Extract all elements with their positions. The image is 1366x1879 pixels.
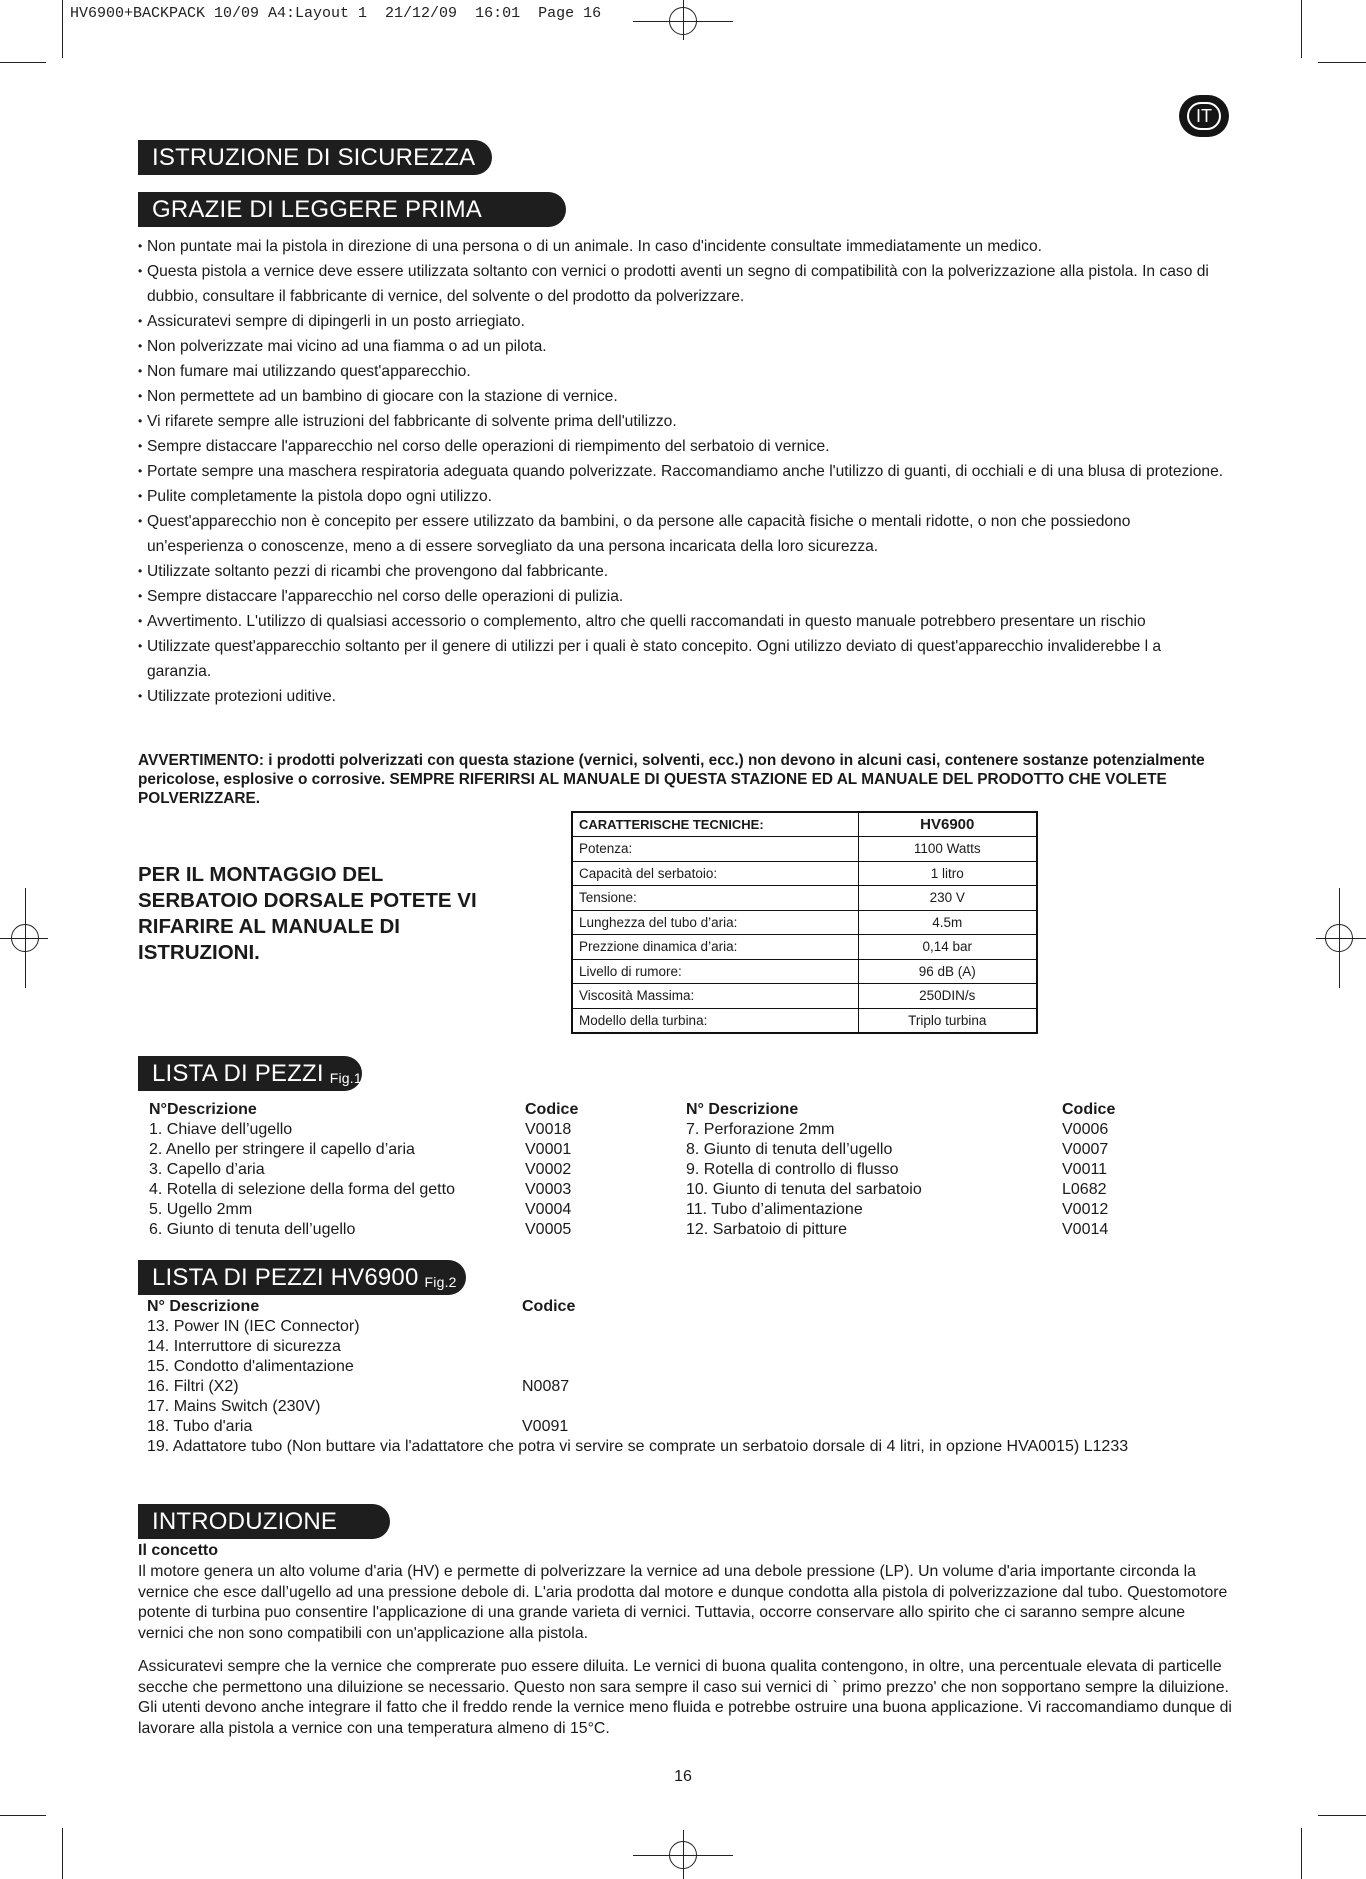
specs-header-row xyxy=(572,812,1037,837)
warning-text: AVVERTIMENTO: i prodotti polverizzati con questa stazione (vernici, solventi, ecc.) non devono in alcuni casi, contenere sostanze potenzialmente pericolose, esplosive o corrosive. SEMPRE RIFERIRSI AL MANUALE DI QUESTA STAZIONE ED AL MANUALE DEL PRODOTTO CHE VOLETE POLVERIZZARE. xyxy=(138,752,1205,807)
parts-row xyxy=(147,1317,1128,1337)
section-title-parts-fig2-text: LISTA DI PEZZI HV6900 xyxy=(152,1263,419,1291)
specs-header-model: HV6900 xyxy=(858,812,1037,837)
safety-bullet: • Non puntate mai la pistola in direzione di una persona o di un animale. In caso d'incidente consultate immediatamente un medico. xyxy=(138,234,1228,259)
safety-bullet: • Assicuratevi sempre di dipingerli in un posto arriegiato. xyxy=(138,309,1228,334)
specs-table xyxy=(571,811,1038,1034)
part-desc: 1. Chiave dell’ugello xyxy=(149,1121,293,1138)
part-desc: 12. Sarbatoio di pitture xyxy=(686,1221,847,1238)
specs-row xyxy=(572,984,1037,1009)
parts-row xyxy=(149,1120,578,1140)
specs-row xyxy=(572,910,1037,935)
part-code: V0004 xyxy=(525,1201,572,1218)
spec-label: Modello della turbina: xyxy=(572,1008,858,1033)
safety-bullet: • Avvertimento. L'utilizzo di qualsiasi accessorio o complemento, altro che quelli raccomandati in questo manuale potrebbero presentare un rischio xyxy=(138,609,1228,634)
specs-header-label: CARATTERISCHE TECNICHE: xyxy=(572,812,858,837)
specs-row xyxy=(572,837,1037,862)
part-desc: 16. Filtri (X2) xyxy=(147,1378,239,1395)
parts-row xyxy=(686,1160,1115,1180)
montage-note: PER IL MONTAGGIO DEL SERBATOIO DORSALE POTETE VI RIFARIRE AL MANUALE DI ISTRUZIONI. xyxy=(138,863,477,964)
parts-row xyxy=(149,1220,578,1240)
safety-bullet: • Non permettete ad un bambino di giocare con la stazione di vernice. xyxy=(138,384,1228,409)
parts-row xyxy=(149,1180,578,1200)
specs-row xyxy=(572,1008,1037,1033)
safety-bullet: • Sempre distaccare l'apparecchio nel corso delle operazioni di pulizia. xyxy=(138,584,1228,609)
safety-bullet-list xyxy=(138,234,1228,709)
part-desc: 8. Giunto di tenuta dell’ugello xyxy=(686,1141,893,1158)
specs-row xyxy=(572,959,1037,984)
part-code: V0001 xyxy=(525,1141,572,1158)
parts-row xyxy=(147,1377,1128,1397)
section-title-parts-fig1 xyxy=(138,1056,362,1091)
parts-row xyxy=(147,1397,1128,1417)
part-desc: 15. Condotto d'alimentazione xyxy=(147,1358,354,1375)
parts-row xyxy=(149,1160,578,1180)
parts-list-left xyxy=(149,1100,578,1240)
part-desc: 10. Giunto di tenuta del sarbatoio xyxy=(686,1181,922,1198)
parts-list-right xyxy=(686,1100,1115,1240)
specs-row xyxy=(572,935,1037,960)
parts-row xyxy=(147,1417,1128,1437)
safety-bullet: • Sempre distaccare l'apparecchio nel corso delle operazioni di riempimento del serbatoio di vernice. xyxy=(138,434,1228,459)
part-code: V0091 xyxy=(522,1418,569,1435)
spec-value: 1 litro xyxy=(858,861,1037,886)
part-code: V0003 xyxy=(525,1181,572,1198)
spec-label: Prezzione dinamica d’aria: xyxy=(572,935,858,960)
section-title-intro xyxy=(138,1504,390,1539)
section-title-intro-text: INTRODUZIONE xyxy=(152,1507,338,1535)
parts-row xyxy=(149,1200,578,1220)
parts-header-desc: N°Descrizione xyxy=(149,1101,257,1118)
spec-label: Tensione: xyxy=(572,886,858,911)
section-title-parts-fig1-text: LISTA DI PEZZI xyxy=(152,1059,324,1087)
part-code: V0005 xyxy=(525,1221,572,1238)
parts-header-code: Codice xyxy=(1062,1101,1116,1118)
parts-row xyxy=(686,1220,1115,1240)
spec-value: Triplo turbina xyxy=(858,1008,1037,1033)
spec-value: 230 V xyxy=(858,886,1037,911)
safety-bullet: • Questa pistola a vernice deve essere utilizzata soltanto con vernici o prodotti aventi un segno di compatibilità con la polverizzazione alla pistola. In caso di dubbio, consultare il fabbricante di vernice, del solvente o del prodotto da polverizzare. xyxy=(138,259,1228,309)
part-desc: 4. Rotella di selezione della forma del getto xyxy=(149,1181,455,1198)
safety-bullet: • Non polverizzate mai vicino ad una fiamma o ad un pilota. xyxy=(138,334,1228,359)
spec-label: Potenza: xyxy=(572,837,858,862)
part-code: L0682 xyxy=(1062,1181,1107,1198)
specs-row xyxy=(572,886,1037,911)
intro-paragraph-2: Assicuratevi sempre che la vernice che comprerate puo essere diluita. Le vernici di buona qualita contengono, in oltre, una percentuale elevata di particelle secche che permettono una diluizione se necessario. Questo non sara sempre il caso sui vernici di ` primo prezzo' che non sopportano sempre la diluizione. Gli utenti devono anche integrare il fatto che il freddo rende la vernice meno fluida e potrebbe ostruire una buona applicazione. Vi raccomandiamo dunque di lavorare alla pistola a vernice con una temperatura almeno di 15°C. xyxy=(138,1658,1232,1737)
spec-label: Livello di rumore: xyxy=(572,959,858,984)
spec-value: 0,14 bar xyxy=(858,935,1037,960)
spec-value: 250DIN/s xyxy=(858,984,1037,1009)
parts-header xyxy=(686,1100,1115,1120)
parts-row xyxy=(147,1337,1128,1357)
section-title-read-first-text: GRAZIE DI LEGGERE PRIMA xyxy=(152,195,482,223)
part-code: V0014 xyxy=(1062,1221,1109,1238)
parts-header-code: Codice xyxy=(525,1101,579,1118)
part-desc: 3. Capello d’aria xyxy=(149,1161,265,1178)
parts-list-fig2 xyxy=(147,1297,1128,1457)
language-badge xyxy=(1179,95,1229,137)
part-desc: 5. Ugello 2mm xyxy=(149,1201,253,1218)
part-desc: 13. Power IN (IEC Connector) xyxy=(147,1318,360,1335)
part-desc: 7. Perforazione 2mm xyxy=(686,1121,835,1138)
part-desc: 6. Giunto di tenuta dell’ugello xyxy=(149,1221,356,1238)
parts-row xyxy=(686,1120,1115,1140)
spec-value: 1100 Watts xyxy=(858,837,1037,862)
part-desc: 11. Tubo d’alimentazione xyxy=(686,1201,863,1218)
part-code: N0087 xyxy=(522,1378,570,1395)
parts-header-desc: N° Descrizione xyxy=(686,1101,799,1118)
fig1-label: Fig.1 xyxy=(329,1069,362,1086)
spec-label: Lunghezza del tubo d’aria: xyxy=(572,910,858,935)
safety-bullet: • Quest'apparecchio non è concepito per essere utilizzato da bambini, o da persone alle capacità fisiche o mentali ridotte, o non che possiedono un'esperienza o conoscenze, meno a di essere sorvegliato da una persona incaricata della loro sicurezza. xyxy=(138,509,1228,559)
safety-bullet: • Non fumare mai utilizzando quest'apparecchio. xyxy=(138,359,1228,384)
parts-header-code: Codice xyxy=(522,1298,576,1315)
fig2-label: Fig.2 xyxy=(424,1273,457,1290)
parts-header xyxy=(149,1100,578,1120)
parts-row xyxy=(147,1357,1128,1377)
part-desc: 9. Rotella di controllo di flusso xyxy=(686,1161,899,1178)
parts-row xyxy=(686,1180,1115,1200)
spec-value: 4.5m xyxy=(858,910,1037,935)
part-desc: 18. Tubo d'aria xyxy=(147,1418,253,1435)
page-number: 16 xyxy=(674,1768,692,1785)
spec-label: Viscosità Massima: xyxy=(572,984,858,1009)
spec-label: Capacità del serbatoio: xyxy=(572,861,858,886)
language-code: IT xyxy=(1187,102,1221,130)
section-title-parts-fig2 xyxy=(138,1260,466,1295)
parts-row xyxy=(686,1140,1115,1160)
part-desc: 2. Anello per stringere il capello d’aria xyxy=(149,1141,415,1158)
section-title-safety xyxy=(138,140,492,175)
part-desc-last: 19. Adattatore tubo (Non buttare via l'adattatore che potra vi servire se comprate un serbatoio dorsale di 4 litri, in opzione HVA0015) L1233 xyxy=(147,1438,1129,1455)
part-code: V0006 xyxy=(1062,1121,1109,1138)
part-desc: 17. Mains Switch (230V) xyxy=(147,1398,321,1415)
parts-header-desc: N° Descrizione xyxy=(147,1298,260,1315)
parts-row xyxy=(149,1140,578,1160)
part-code: V0007 xyxy=(1062,1141,1109,1158)
part-code: V0018 xyxy=(525,1121,572,1138)
parts-row-last xyxy=(147,1437,1128,1457)
safety-bullet: • Utilizzate soltanto pezzi di ricambi che provengono dal fabbricante. xyxy=(138,559,1228,584)
safety-bullet: • Portate sempre una maschera respiratoria adeguata quando polverizzate. Raccomandiamo anche l'utilizzo di guanti, di occhiali e di una blusa di protezione. xyxy=(138,459,1228,484)
part-code: V0011 xyxy=(1062,1161,1108,1178)
part-desc: 14. Interruttore di sicurezza xyxy=(147,1338,341,1355)
spec-value: 96 dB (A) xyxy=(858,959,1037,984)
specs-row xyxy=(572,861,1037,886)
safety-bullet: • Utilizzate quest'apparecchio soltanto per il genere di utilizzi per i quali è stato concepito. Ogni utilizzo deviato di quest'apparecchio invaliderebbe l a garanzia. xyxy=(138,634,1228,684)
section-title-read-first xyxy=(138,192,566,227)
intro-paragraph-1: Il motore genera un alto volume d'aria (HV) e permette di polverizzare la vernice ad una debole pressione (LP). Un volume d'aria importante circonda la vernice che esce dall’ugello ad una pressione debole di. L'aria prodotta dal motore e dunque condotta alla pistola di polverizzazione dal tubo. Questomotore potente di turbina puo consentire l'applicazione di una grande varieta di vernici. Tuttavia, occorre conservare allo spirito che ci saranno sempre alcune vernici che non sono compatibili con un'applicazione alla pistola. xyxy=(138,1563,1228,1642)
intro-subtitle: Il concetto xyxy=(138,1542,219,1559)
safety-bullet: • Pulite completamente la pistola dopo ogni utilizzo. xyxy=(138,484,1228,509)
part-code: V0002 xyxy=(525,1161,572,1178)
safety-bullet: • Vi rifarete sempre alle istruzioni del fabbricante di solvente prima dell'utilizzo. xyxy=(138,409,1228,434)
parts-header xyxy=(147,1297,1128,1317)
print-slug: HV6900+BACKPACK 10/09 A4:Layout 1 21/12/09 16:01 Page 16 xyxy=(70,5,602,22)
part-code: V0012 xyxy=(1062,1201,1109,1218)
safety-bullet: • Utilizzate protezioni uditive. xyxy=(138,684,1228,709)
section-title-safety-text: ISTRUZIONE DI SICUREZZA xyxy=(152,143,476,171)
parts-row xyxy=(686,1200,1115,1220)
